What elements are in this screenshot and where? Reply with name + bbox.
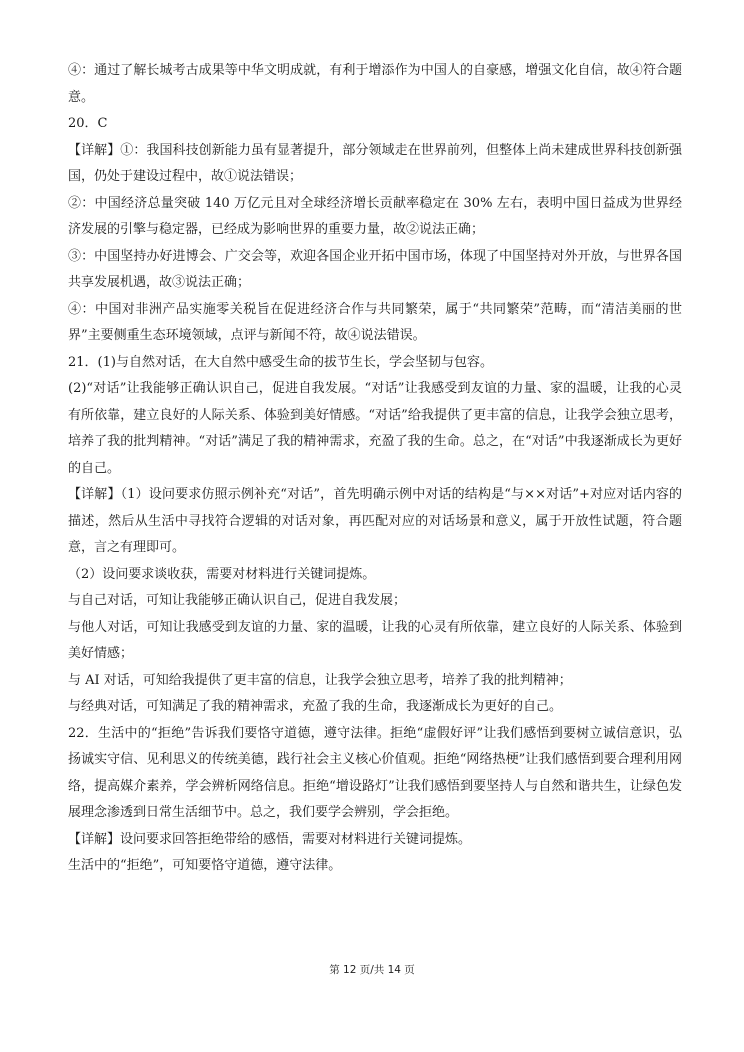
paragraph: 与经典对话，可知满足了我的精神需求，充盈了我的生命，我逐渐成长为更好的自己。 — [68, 699, 563, 714]
paragraph: 【详解】设问要求回答拒绝带给的感悟，需要对材料进行关键词提炼。 — [68, 831, 472, 847]
paragraph: 【详解】（1）设问要求仿照示例补充“对话”，首先明确示例中对话的结构是“与××对话”+对应对话内容的描述，然后从生活中寻找符合逻辑的对话对象，再匹配对应的对话场景和意义，属于开放性试题，符合题意，言之有理即可。 — [68, 487, 682, 555]
paragraph: ④：中国对非洲产品实施零关税旨在促进经济合作与共同繁荣，属于“共同繁荣”范畴，而“清洁美丽的世界”主要侧重生态环境领域，点评与新闻不符，故④说法错误。 — [68, 301, 682, 343]
paragraph: 与他人对话，可知让我感受到友谊的力量、家的温暖，让我的心灵有所依靠，建立良好的人际关系、体验到美好情感； — [68, 619, 682, 661]
paragraph: 与自己对话，可知让我能够正确认识自己，促进自我发展； — [68, 593, 407, 608]
paragraph: ③：中国坚持办好进博会、广交会等，欢迎各国企业开拓中国市场，体现了中国坚持对外开放，与世界各国共享发展机遇，故③说法正确； — [68, 248, 682, 290]
question-22-answer: 22．生活中的“拒绝”告诉我们要恪守道德，遵守法律。拒绝“虚假好评”让我们感悟到要树立诚信意识，弘扬诚实守信、见利思义的传统美德，践行社会主义核心价值观。拒绝“网络热梗”让我们感悟到要合理利用网络，提高媒介素养，学会辨析网络信息。拒绝“增设路灯”让我们感悟到要坚持人与自然和谐共生，让绿色发展理念渗透到日常生活细节中。总之，我们要学会辨别，学会拒绝。 — [68, 725, 682, 820]
document-body — [68, 58, 682, 880]
question-20-answer: 20．C — [68, 116, 108, 131]
paragraph: 生活中的“拒绝”，可知要恪守道德，遵守法律。 — [68, 858, 342, 873]
paragraph: ④：通过了解长城考古成果等中华文明成就，有利于增添作为中国人的自豪感，增强文化自信，故④符合题意。 — [68, 63, 682, 105]
paragraph: 与 AI 对话，可知给我提供了更丰富的信息，让我学会独立思考，培养了我的批判精神； — [68, 672, 572, 688]
paragraph: (2)“对话”让我能够正确认识自己，促进自我发展。“对话”让我感受到友谊的力量、家的温暖，让我的心灵有所依靠，建立良好的人际关系、体验到美好情感。“对话”给我提供了更丰富的信息，让我学会独立思考，培养了我的批判精神。“对话”满足了我的精神需求，充盈了我的生命。总之，在“对话”中我逐渐成长为更好的自己。 — [68, 381, 682, 476]
paragraph: 【详解】①：我国科技创新能力虽有显著提升，部分领域走在世界前列，但整体上尚未建成世界科技创新强国，仍处于建设过程中，故①说法错误； — [68, 142, 682, 184]
paragraph: ②：中国经济总量突破 140 万亿元且对全球经济增长贡献率稳定在 30% 左右，表明中国日益成为世界经济发展的引擎与稳定器，已经成为影响世界的重要力量，故②说法正确； — [68, 195, 682, 237]
question-21-answer: 21．(1)与自然对话，在大自然中感受生命的拔节生长，学会坚韧与包容。 — [68, 354, 493, 370]
paragraph: （2）设问要求谈收获，需要对材料进行关键词提炼。 — [68, 566, 376, 582]
page-footer: 第 12 页/共 14 页 — [329, 964, 415, 976]
